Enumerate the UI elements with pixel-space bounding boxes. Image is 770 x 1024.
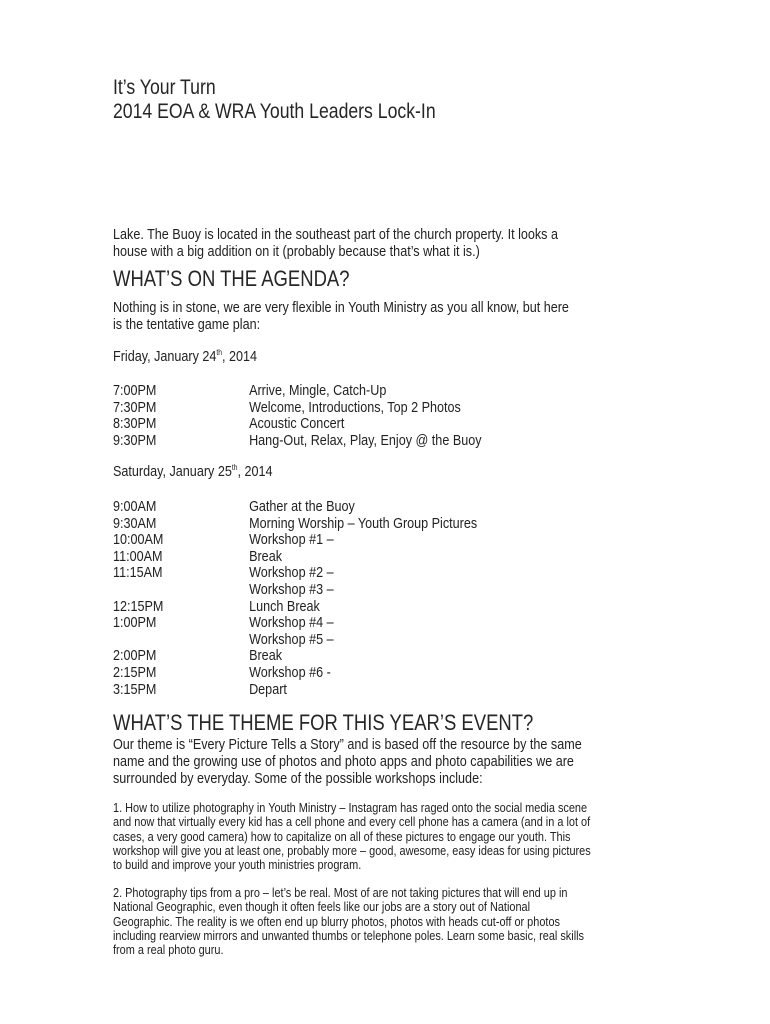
theme-intro-line: surrounded by everyday. Some of the possible workshops include:	[113, 770, 483, 787]
schedule-activity: Depart	[249, 680, 287, 698]
schedule-time: 3:15PM	[113, 680, 157, 698]
schedule-row	[113, 614, 550, 631]
intro-paragraph	[113, 226, 638, 260]
schedule-row	[113, 531, 550, 548]
schedule-activity: Arrive, Mingle, Catch-Up	[249, 382, 387, 399]
workshop-2-paragraph	[113, 886, 659, 957]
theme-intro-line: name and the growing use of photos and photo apps and photo capabilities we are	[113, 753, 574, 770]
document-title	[113, 76, 651, 124]
workshop-1-line: cases, a very good camera) how to capitalize on all of these pictures to engage our youth. This	[113, 828, 571, 844]
schedule-time: 11:00AM	[113, 547, 163, 565]
saturday-label-text: Saturday, January 25	[113, 463, 232, 480]
workshop-1-line: and now that virtually every kid has a cell phone and every cell phone has a camera (and in a lot of	[113, 814, 591, 830]
schedule-time: 8:30PM	[113, 415, 157, 433]
workshop-1-line: to build and improve your youth ministries program.	[113, 857, 362, 873]
workshop-1-line: 1. How to utilize photography in Youth Ministry – Instagram has raged onto the social media scene	[113, 800, 588, 815]
schedule-time: 11:15AM	[113, 564, 163, 582]
schedule-time: 7:30PM	[113, 398, 157, 416]
schedule-time: 10:00AM	[113, 531, 164, 549]
schedule-time: 2:00PM	[113, 647, 157, 665]
schedule-activity: Workshop #6 -	[249, 663, 331, 681]
schedule-activity: Acoustic Concert	[249, 415, 345, 433]
schedule-time: 2:15PM	[113, 663, 157, 681]
saturday-label-year: , 2014	[237, 463, 273, 480]
workshop-1-paragraph	[113, 801, 659, 872]
title-line-2: 2014 EOA & WRA Youth Leaders Lock-In	[113, 100, 436, 123]
workshop-2-line: 2. Photography tips from a pro – let’s be real. Most of are not taking pictures that will end up in	[113, 885, 568, 900]
workshop-1-line: workshop will give you at least one, probably more – good, awesome, easy ideas for using pictures	[113, 842, 591, 858]
schedule-activity: Break	[249, 647, 282, 665]
schedule-row	[113, 415, 550, 432]
theme-intro	[113, 736, 659, 787]
schedule-activity: Lunch Break	[249, 597, 320, 615]
saturday-label	[113, 463, 449, 480]
schedule-activity: Break	[249, 547, 282, 565]
schedule-row	[113, 647, 550, 664]
schedule-activity: Morning Worship – Youth Group Pictures	[249, 514, 478, 532]
friday-label-year: , 2014	[222, 348, 258, 365]
schedule-time: 1:00PM	[113, 614, 157, 632]
schedule-activity: Workshop #3 –	[249, 580, 334, 598]
title-line-1: It’s Your Turn	[113, 76, 216, 99]
schedule-activity: Workshop #1 –	[249, 531, 334, 549]
schedule-activity: Gather at the Buoy	[249, 498, 355, 515]
agenda-heading: WHAT’S ON THE AGENDA?	[113, 266, 350, 291]
schedule-row	[113, 631, 550, 648]
workshop-2-line: Geographic. The reality is we often end up blurry photos, photos with heads cut-off or photos	[113, 913, 560, 929]
schedule-activity: Welcome, Introductions, Top 2 Photos	[249, 398, 461, 416]
schedule-time: 12:15PM	[113, 597, 164, 615]
intro-line: Lake. The Buoy is located in the southeast part of the church property. It looks a	[113, 226, 559, 243]
workshop-2-line: National Geographic, even though it often feels like our jobs are a story out of National	[113, 899, 531, 915]
schedule-activity: Hang-Out, Relax, Play, Enjoy @ the Buoy	[249, 431, 482, 449]
agenda-intro-line: Nothing is in stone, we are very flexible in Youth Ministry as you all know, but here	[113, 299, 569, 316]
theme-heading: WHAT’S THE THEME FOR THIS YEAR’S EVENT?	[113, 710, 534, 735]
schedule-activity: Workshop #5 –	[249, 630, 334, 648]
schedule-activity: Workshop #4 –	[249, 614, 334, 632]
friday-label-text: Friday, January 24	[113, 348, 217, 365]
schedule-row	[113, 598, 550, 615]
schedule-time: 7:00PM	[113, 382, 157, 399]
theme-intro-line: Our theme is “Every Picture Tells a Story” and is based off the resource by the same	[113, 736, 582, 753]
schedule-row	[113, 681, 550, 698]
workshop-2-line: including rearview mirrors and unwanted thumbs or telephone poles. Learn some basic, real skills	[113, 927, 585, 943]
saturday-schedule	[113, 498, 550, 697]
schedule-row	[113, 564, 550, 581]
agenda-intro	[113, 299, 651, 333]
friday-label-suffix: th	[216, 348, 223, 357]
schedule-row	[113, 382, 550, 399]
schedule-row	[113, 581, 550, 598]
schedule-row	[113, 664, 550, 681]
schedule-time: 9:00AM	[113, 498, 157, 515]
agenda-intro-line: is the tentative game plan:	[113, 316, 261, 333]
friday-schedule	[113, 382, 550, 448]
schedule-time: 9:30AM	[113, 514, 157, 532]
schedule-row	[113, 515, 550, 532]
schedule-row	[113, 498, 550, 515]
saturday-label-suffix: th	[231, 463, 238, 472]
schedule-row	[113, 399, 550, 416]
friday-label	[113, 348, 449, 365]
intro-line: house with a big addition on it (probably because that’s what it is.)	[113, 243, 480, 260]
schedule-row	[113, 548, 550, 565]
schedule-time: 9:30PM	[113, 431, 157, 449]
workshop-2-line: from a real photo guru.	[113, 942, 224, 958]
schedule-activity: Workshop #2 –	[249, 564, 334, 582]
schedule-row	[113, 432, 550, 449]
